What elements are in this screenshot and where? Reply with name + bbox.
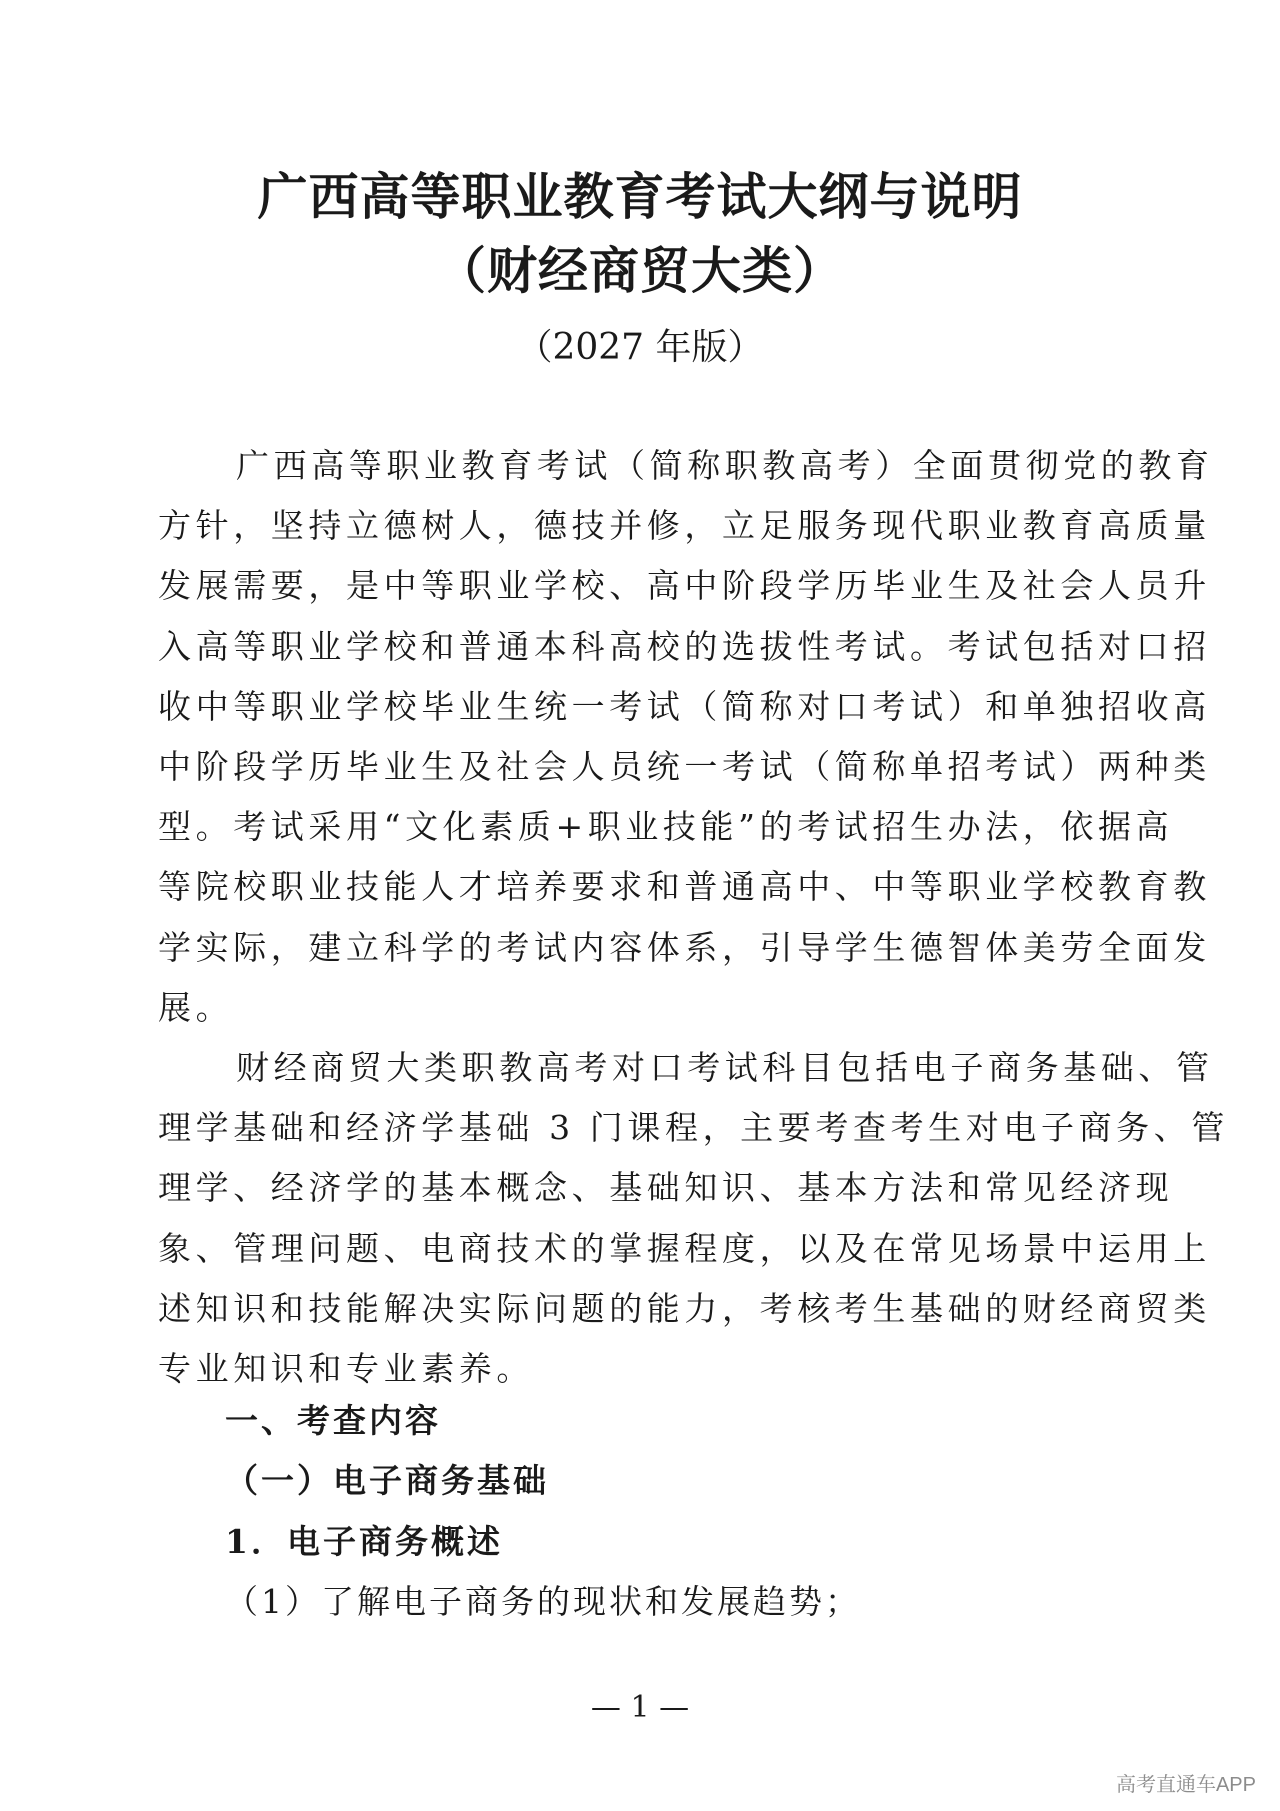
document-title: 广西高等职业教育考试大纲与说明 [257,167,1023,226]
paragraph-line: 展。 [158,987,234,1027]
subsection-heading: （一）电子商务基础 [225,1461,549,1500]
document-subtitle: （财经商贸大类） [436,241,844,300]
paragraph-line: 财经商贸大类职教高考对口考试科目包括电子商务基础、管 [236,1048,1214,1087]
paragraph-line: 理学、经济学的基本概念、基础知识、基本方法和常见经济现 [158,1168,1174,1208]
paragraph-line: 广西高等职业教育考试（简称职教高考）全面贯彻党的教育 [236,446,1214,485]
sub-item: （1）了解电子商务的现状和发展趋势； [225,1582,861,1621]
paragraph-line: 方针，坚持立德树人，德技并修，立足服务现代职业教育高质量 [158,506,1211,546]
paragraph-line: 中阶段学历毕业生及社会人员统一考试（简称单招考试）两种类 [158,747,1211,787]
paragraph-line: 理学基础和经济学基础 3 门课程，主要考查考生对电子商务、管 [158,1108,1229,1148]
section-heading: 一、考查内容 [225,1401,441,1440]
paragraph-line: 象、管理问题、电商技术的掌握程度，以及在常见场景中运用上 [158,1228,1211,1268]
paragraph-line: 等院校职业技能人才培养要求和普通高中、中等职业学校教育教 [158,867,1211,907]
paragraph-line: 入高等职业学校和普通本科高校的选拔性考试。考试包括对口招 [158,626,1211,666]
intro-paragraph [158,436,1214,1038]
subjects-paragraph [158,1038,1229,1399]
paragraph-line: 述知识和技能解决实际问题的能力，考核考生基础的财经商贸类 [158,1288,1211,1328]
item-heading: 1．电子商务概述 [225,1522,503,1561]
paragraph-line: 型。考试采用“文化素质+职业技能”的考试招生办法，依据高 [158,807,1174,847]
watermark: 高考直通车APP [1115,1774,1256,1796]
page-number: — 1 — [590,1690,690,1725]
paragraph-line: 收中等职业学校毕业生统一考试（简称对口考试）和单独招收高 [158,686,1211,726]
edition-label: （2027 年版） [516,327,764,368]
paragraph-line: 发展需要，是中等职业学校、高中阶段学历毕业生及社会人员升 [158,566,1211,606]
paragraph-line: 专业知识和专业素养。 [158,1349,534,1389]
paragraph-line: 学实际，建立科学的考试内容体系，引导学生德智体美劳全面发 [158,927,1211,967]
